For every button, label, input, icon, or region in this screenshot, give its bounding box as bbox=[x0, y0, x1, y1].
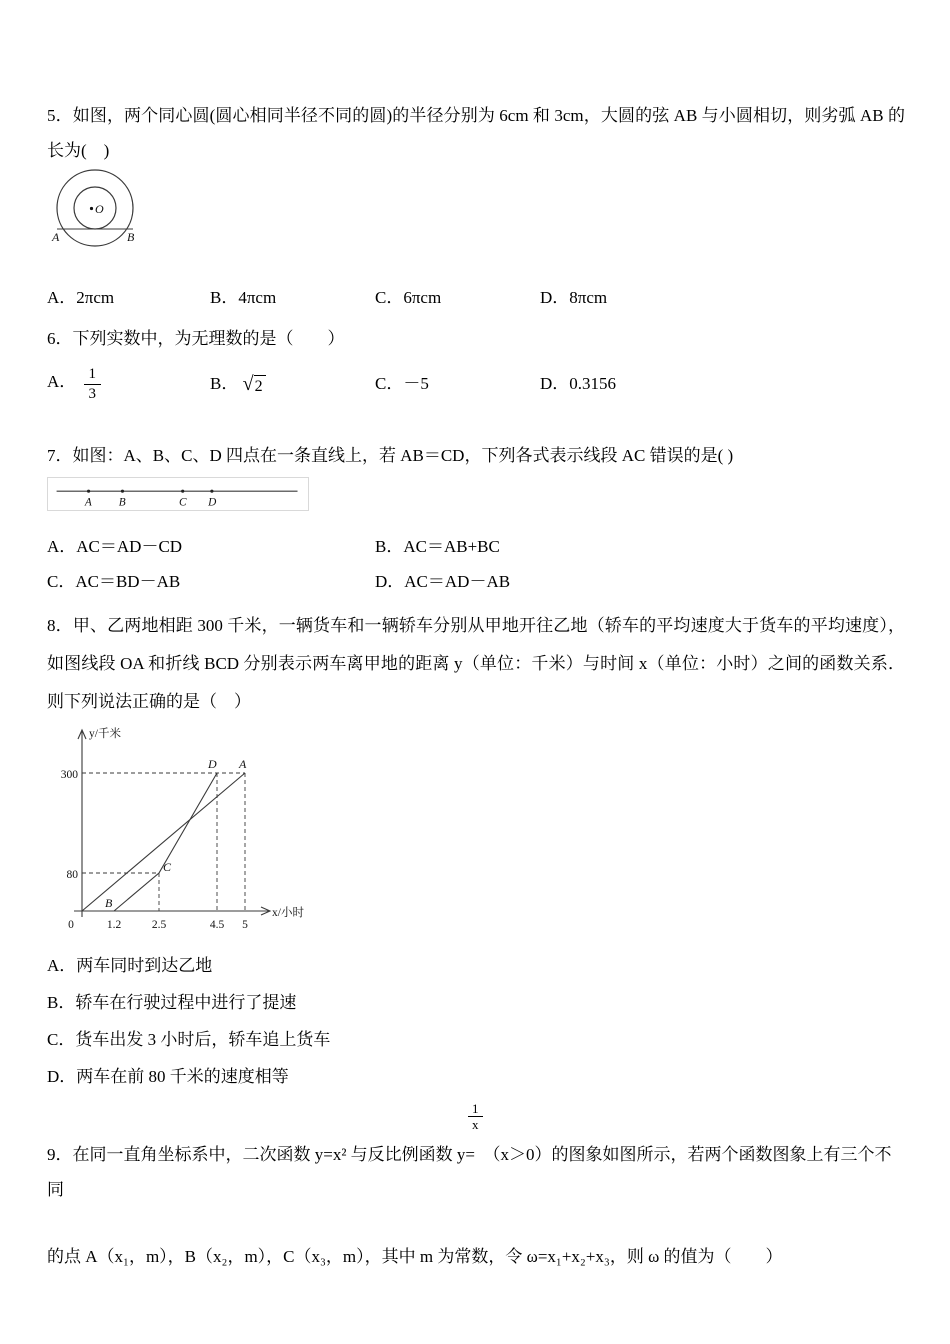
question-7 bbox=[47, 438, 905, 599]
graph-point-d-label: D bbox=[208, 757, 217, 771]
x-tick-2-5: 2.5 bbox=[151, 919, 167, 931]
q7-options bbox=[47, 529, 905, 599]
point-c-label: C bbox=[178, 496, 187, 509]
y-tick-80: 80 bbox=[66, 869, 78, 881]
question-6 bbox=[47, 321, 905, 408]
point-b-dot bbox=[121, 490, 124, 493]
q8-option-d: D．两车在前 80 千米的速度相等 bbox=[47, 1067, 289, 1086]
q8-option-a: A．两车同时到达乙地 bbox=[47, 956, 213, 975]
q9-stem-line1: 9．在同一直角坐标系中，二次函数 y=x² 与反比例函数 y= （x＞0）的图象如图所示，若两个函数图象上有三个不同 bbox=[47, 1145, 892, 1199]
q6-option-a-fraction bbox=[84, 366, 102, 402]
y-tick-300: 300 bbox=[60, 769, 78, 781]
q7-options-row1 bbox=[47, 529, 905, 564]
q8-option-c: C．货车出发 3 小时后，轿车追上货车 bbox=[47, 1030, 331, 1049]
graph-point-a-label: A bbox=[239, 757, 247, 771]
q6-option-a-label: A． bbox=[47, 372, 77, 392]
x-tick-1-2: 1.2 bbox=[106, 919, 122, 931]
q6-option-a bbox=[47, 364, 210, 401]
distance-time-graph bbox=[47, 721, 317, 945]
q5-option-b: B．4πcm bbox=[210, 288, 277, 307]
q5-option-c: C．6πcm bbox=[375, 288, 442, 307]
q6-option-b-label: B． bbox=[210, 373, 239, 393]
fraction-numerator: 1 bbox=[84, 366, 102, 385]
point-c-dot bbox=[181, 490, 184, 493]
q5-option-d: D．8πcm bbox=[540, 288, 608, 307]
x-tick-4-5: 4.5 bbox=[209, 919, 225, 931]
q6-option-b-sqrt bbox=[243, 374, 266, 396]
q8-stem: 8．甲、乙两地相距 300 千米，一辆货车和一辆轿车分别从甲地开往乙地（轿车的平均速度大于货车的平均速度），如图线段 OA 和折线 BCD 分别表示两车离甲地的距离 y（单位：千米）与时间 x（单位：小时）之间的函数关系．则下列说法正确的是（ ） bbox=[47, 616, 905, 711]
q9-stem-line2: 的点 A（x₁，m），B（x₂，m），C（x₃，m），其中 m 为常数，令 ω=x₁+x₂+x₃，则 ω 的值为（ ） bbox=[47, 1247, 783, 1266]
q7-option-d: D．AC＝AD－AB bbox=[375, 572, 511, 591]
radical-sign: √ bbox=[242, 372, 254, 395]
point-a-label: A bbox=[84, 496, 92, 509]
origin-label: 0 bbox=[68, 919, 74, 931]
q5-stem: 5．如图，两个同心圆(圆心相同半径不同的圆)的半径分别为 6cm 和 3cm，大圆的弦 AB 与小圆相切，则劣弧 AB 的长为( ) bbox=[47, 106, 905, 160]
point-b-label: B bbox=[118, 496, 126, 509]
point-a-label: A bbox=[52, 230, 60, 244]
question-5 bbox=[47, 98, 905, 315]
q7-stem: 7．如图：A、B、C、D 四点在一条直线上，若 AB＝CD，下列各式表示线段 AC 错误的是( ) bbox=[47, 446, 734, 465]
q5-options bbox=[47, 280, 905, 315]
point-a-dot bbox=[87, 490, 90, 493]
q6-option-c: C．－5 bbox=[375, 373, 429, 393]
q8-options bbox=[47, 947, 905, 1095]
q6-option-b bbox=[210, 366, 375, 401]
q9-fraction-row bbox=[465, 1101, 905, 1137]
line-oa bbox=[82, 773, 245, 911]
center-o-label: O bbox=[95, 202, 104, 216]
concentric-circles-diagram bbox=[47, 168, 147, 268]
fraction-numerator: 1 bbox=[468, 1101, 483, 1117]
q5-option-a: A．2πcm bbox=[47, 288, 115, 307]
q7-option-a: A．AC＝AD－CD bbox=[47, 537, 183, 556]
q6-options bbox=[47, 358, 905, 408]
question-9 bbox=[47, 1101, 905, 1274]
q7-options-row2 bbox=[47, 564, 905, 599]
q9-inline-fraction bbox=[468, 1101, 483, 1132]
x-tick-5: 5 bbox=[242, 919, 248, 931]
q6-option-d: D．0.3156 bbox=[540, 373, 617, 393]
q7-option-b: B．AC＝AB+BC bbox=[375, 537, 500, 556]
y-axis-label: y/千米 bbox=[89, 728, 121, 740]
number-line-diagram bbox=[47, 477, 309, 511]
graph-point-b-label: B bbox=[105, 896, 113, 910]
x-axis-label: x/小时 bbox=[272, 907, 304, 919]
q7-option-c: C．AC＝BD－AB bbox=[47, 572, 181, 591]
point-d-label: D bbox=[208, 496, 217, 509]
point-b-label: B bbox=[127, 230, 135, 244]
q8-option-b: B．轿车在行驶过程中进行了提速 bbox=[47, 993, 297, 1012]
point-d-dot bbox=[210, 490, 213, 493]
q6-stem: 6．下列实数中，为无理数的是（ ） bbox=[47, 329, 345, 348]
radicand: 2 bbox=[254, 375, 266, 396]
fraction-denominator: x bbox=[472, 1117, 479, 1132]
question-8 bbox=[47, 607, 905, 1095]
fraction-denominator: 3 bbox=[88, 385, 97, 402]
center-dot bbox=[90, 207, 93, 210]
graph-point-c-label: C bbox=[163, 860, 172, 874]
polyline-bcd bbox=[114, 773, 217, 911]
